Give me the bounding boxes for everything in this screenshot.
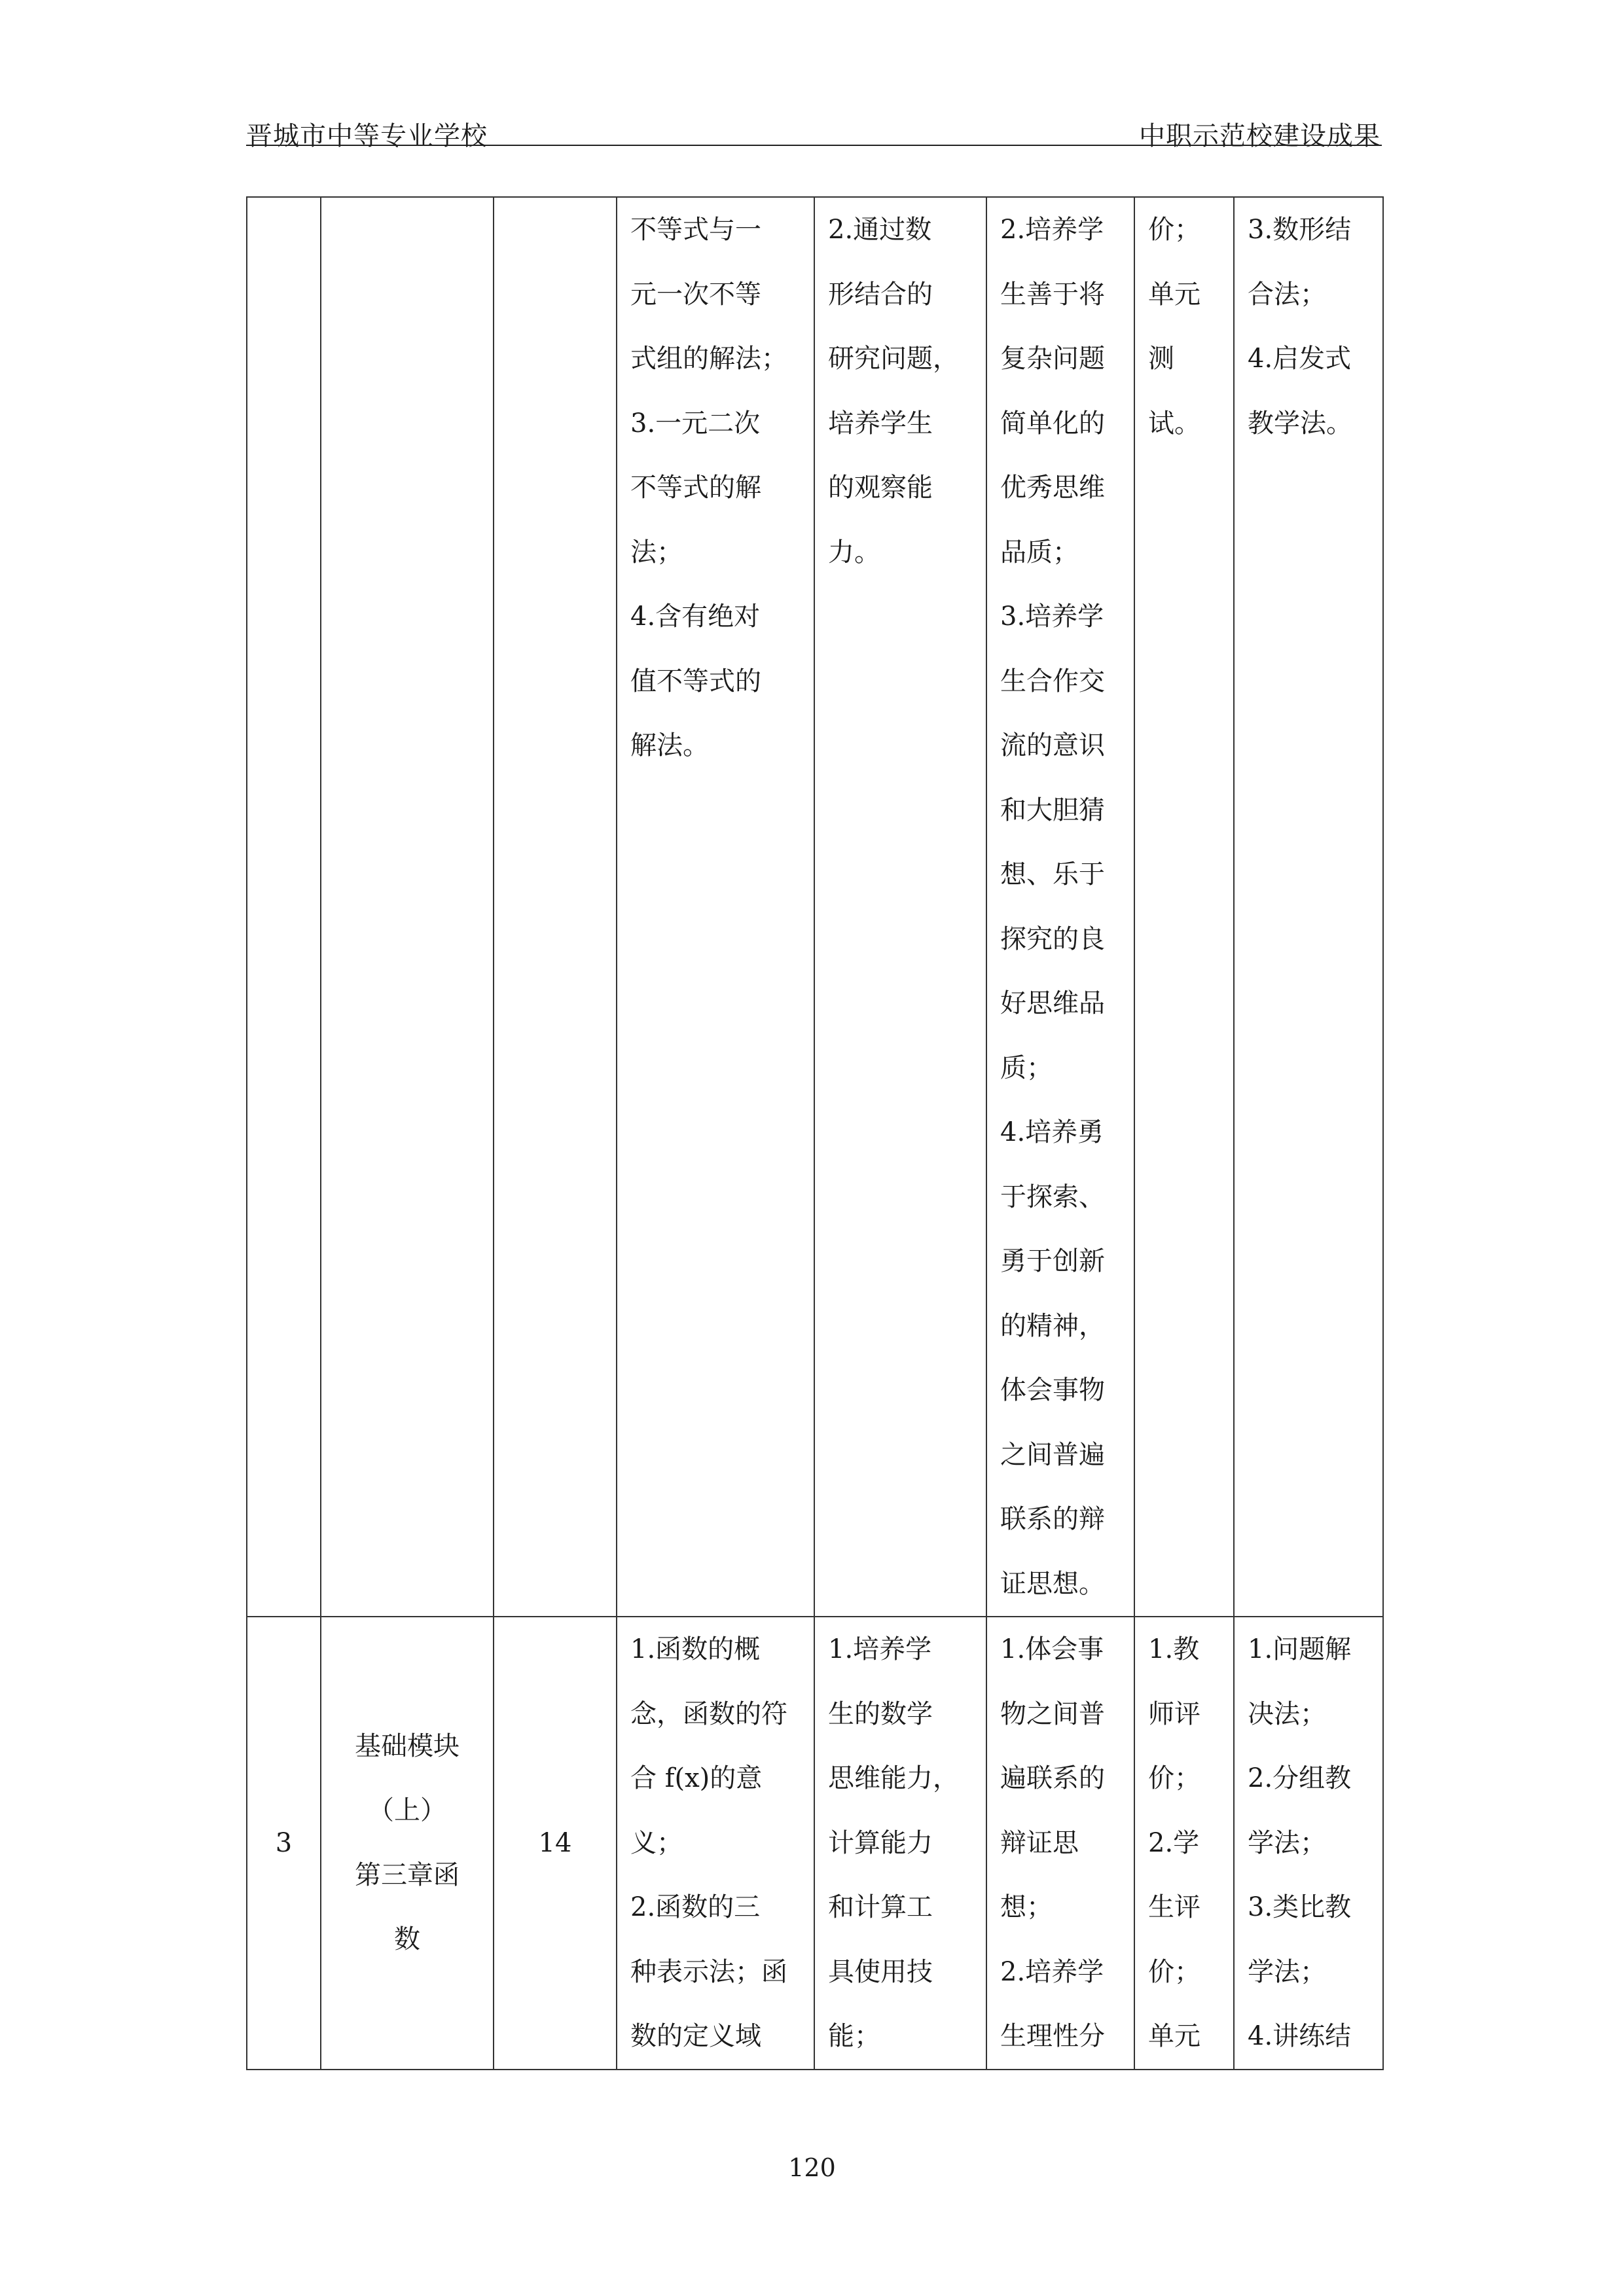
cell-line: 力。 bbox=[828, 537, 880, 567]
cell-line: 义； bbox=[630, 1827, 683, 1858]
cell-line: 测 bbox=[1148, 344, 1174, 374]
cell-line: 和计算工 bbox=[828, 1892, 933, 1922]
cell-line: 4.启发式 bbox=[1248, 344, 1352, 374]
cell-line: 生理性分 bbox=[1000, 2021, 1105, 2051]
cell-line: 于探索、 bbox=[1000, 1181, 1105, 1212]
cell-line: 品质； bbox=[1000, 537, 1079, 567]
cell-line: 生善于将 bbox=[1000, 279, 1105, 310]
cell-line: （上） bbox=[368, 1795, 446, 1826]
cell-line: 学法； bbox=[1248, 1827, 1326, 1858]
cell-line: 式组的解法； bbox=[630, 344, 787, 374]
cell-evaluation bbox=[1134, 197, 1234, 1617]
cell-line: 念，函数的符 bbox=[630, 1698, 787, 1729]
cell-line: 法； bbox=[630, 537, 683, 567]
cell-line: 2.培养学 bbox=[1000, 215, 1104, 245]
cell-line: 联系的辩 bbox=[1000, 1504, 1105, 1534]
cell-index-empty bbox=[247, 197, 321, 1617]
cell-line: 种表示法；函 bbox=[630, 1956, 787, 1987]
cell-line: 2.学 bbox=[1148, 1827, 1200, 1858]
cell-line: 决法； bbox=[1248, 1698, 1326, 1729]
cell-line: 和大胆猜 bbox=[1000, 795, 1105, 825]
cell-line: 生合作交 bbox=[1000, 666, 1105, 696]
cell-methods bbox=[1234, 197, 1383, 1617]
cell-line: 价； bbox=[1148, 1956, 1200, 1987]
cell-ability-goals bbox=[814, 1617, 986, 2070]
cell-line: 勇于创新 bbox=[1000, 1246, 1105, 1276]
cell-line: 不等式的解 bbox=[630, 473, 761, 503]
cell-line: 试。 bbox=[1148, 408, 1200, 439]
cell-line: 之间普遍 bbox=[1000, 1439, 1105, 1470]
cell-line: 基础模块 bbox=[355, 1731, 460, 1761]
cell-line: 计算能力 bbox=[828, 1827, 933, 1858]
cell-line: 3.数形结 bbox=[1248, 215, 1352, 245]
cell-line: 证思想。 bbox=[1000, 1568, 1105, 1599]
cell-line: 数的定义域 bbox=[630, 2021, 761, 2051]
cell-line: 1.函数的概 bbox=[630, 1634, 761, 1664]
cell-methods bbox=[1234, 1617, 1383, 2070]
cell-line: 3.培养学 bbox=[1000, 601, 1104, 632]
header-school-name: 晋城市中等专业学校 bbox=[246, 121, 488, 151]
cell-content bbox=[617, 197, 814, 1617]
cell-line: 遍联系的 bbox=[1000, 1763, 1105, 1793]
cell-line: 1.体会事 bbox=[1000, 1634, 1104, 1664]
cell-hours: 14 bbox=[494, 1617, 617, 2070]
cell-line: 4.含有绝对 bbox=[630, 601, 761, 632]
table-row-3 bbox=[247, 1617, 1383, 2070]
cell-line: 价； bbox=[1148, 215, 1200, 245]
cell-line: 想； bbox=[1000, 1892, 1053, 1922]
cell-line: 数 bbox=[394, 1924, 420, 1955]
cell-line: 教学法。 bbox=[1248, 408, 1352, 439]
table-row-continued bbox=[247, 197, 1383, 1617]
cell-line: 想、乐于 bbox=[1000, 859, 1105, 889]
cell-line: 2.通过数 bbox=[828, 215, 932, 245]
cell-line: 生评 bbox=[1148, 1892, 1200, 1922]
cell-line: 2.函数的三 bbox=[630, 1892, 761, 1922]
cell-line: 1.教 bbox=[1148, 1634, 1200, 1664]
cell-line: 好思维品 bbox=[1000, 988, 1105, 1018]
cell-module-empty bbox=[321, 197, 494, 1617]
cell-line: 师评 bbox=[1148, 1698, 1200, 1729]
cell-line: 1.培养学 bbox=[828, 1634, 932, 1664]
cell-module bbox=[321, 1617, 494, 2070]
cell-content bbox=[617, 1617, 814, 2070]
cell-line: 探究的良 bbox=[1000, 924, 1105, 954]
header-document-title: 中职示范校建设成果 bbox=[1139, 121, 1380, 151]
cell-line: 形结合的 bbox=[828, 279, 933, 310]
cell-line: 的观察能 bbox=[828, 473, 933, 503]
cell-line: 元一次不等 bbox=[630, 279, 761, 310]
cell-line: 1.问题解 bbox=[1248, 1634, 1352, 1664]
cell-line: 辩证思 bbox=[1000, 1827, 1079, 1858]
cell-line: 解法。 bbox=[630, 730, 709, 761]
cell-line: 3.类比教 bbox=[1248, 1892, 1352, 1922]
cell-ability-goals bbox=[814, 197, 986, 1617]
cell-line: 具使用技 bbox=[828, 1956, 933, 1987]
cell-line: 质； bbox=[1000, 1052, 1053, 1083]
cell-line: 4.讲练结 bbox=[1248, 2021, 1352, 2051]
cell-line: 的精神， bbox=[1000, 1310, 1105, 1341]
cell-line: 简单化的 bbox=[1000, 408, 1105, 439]
cell-line: 2.分组教 bbox=[1248, 1763, 1352, 1793]
cell-line: 单元 bbox=[1148, 2021, 1200, 2051]
cell-line: 思维能力， bbox=[828, 1763, 959, 1793]
cell-line: 单元 bbox=[1148, 279, 1200, 310]
cell-evaluation bbox=[1134, 1617, 1234, 2070]
cell-line: 生的数学 bbox=[828, 1698, 933, 1729]
cell-line: 复杂问题 bbox=[1000, 344, 1105, 374]
cell-line: 合法； bbox=[1248, 279, 1326, 310]
cell-quality-goals bbox=[986, 197, 1134, 1617]
cell-line: 价； bbox=[1148, 1763, 1200, 1793]
cell-quality-goals bbox=[986, 1617, 1134, 2070]
page-number: 120 bbox=[788, 2153, 836, 2182]
cell-line: 第三章函 bbox=[355, 1859, 460, 1890]
cell-line: 值不等式的 bbox=[630, 666, 761, 696]
cell-line: 物之间普 bbox=[1000, 1698, 1105, 1729]
cell-line: 体会事物 bbox=[1000, 1375, 1105, 1405]
cell-index: 3 bbox=[247, 1617, 321, 2070]
cell-line: 3.一元二次 bbox=[630, 408, 761, 439]
cell-line: 2.培养学 bbox=[1000, 1956, 1104, 1987]
teaching-plan-table bbox=[246, 196, 1384, 2070]
cell-line: 培养学生 bbox=[828, 408, 933, 439]
cell-line: 能； bbox=[828, 2021, 880, 2051]
cell-line: 合 f(x)的意 bbox=[630, 1763, 763, 1793]
cell-line: 流的意识 bbox=[1000, 730, 1105, 761]
cell-line: 研究问题， bbox=[828, 344, 959, 374]
header-divider bbox=[246, 145, 1382, 146]
cell-line: 4.培养勇 bbox=[1000, 1117, 1104, 1147]
cell-line: 不等式与一 bbox=[630, 215, 761, 245]
cell-hours-empty bbox=[494, 197, 617, 1617]
cell-line: 优秀思维 bbox=[1000, 473, 1105, 503]
cell-line: 学法； bbox=[1248, 1956, 1326, 1987]
